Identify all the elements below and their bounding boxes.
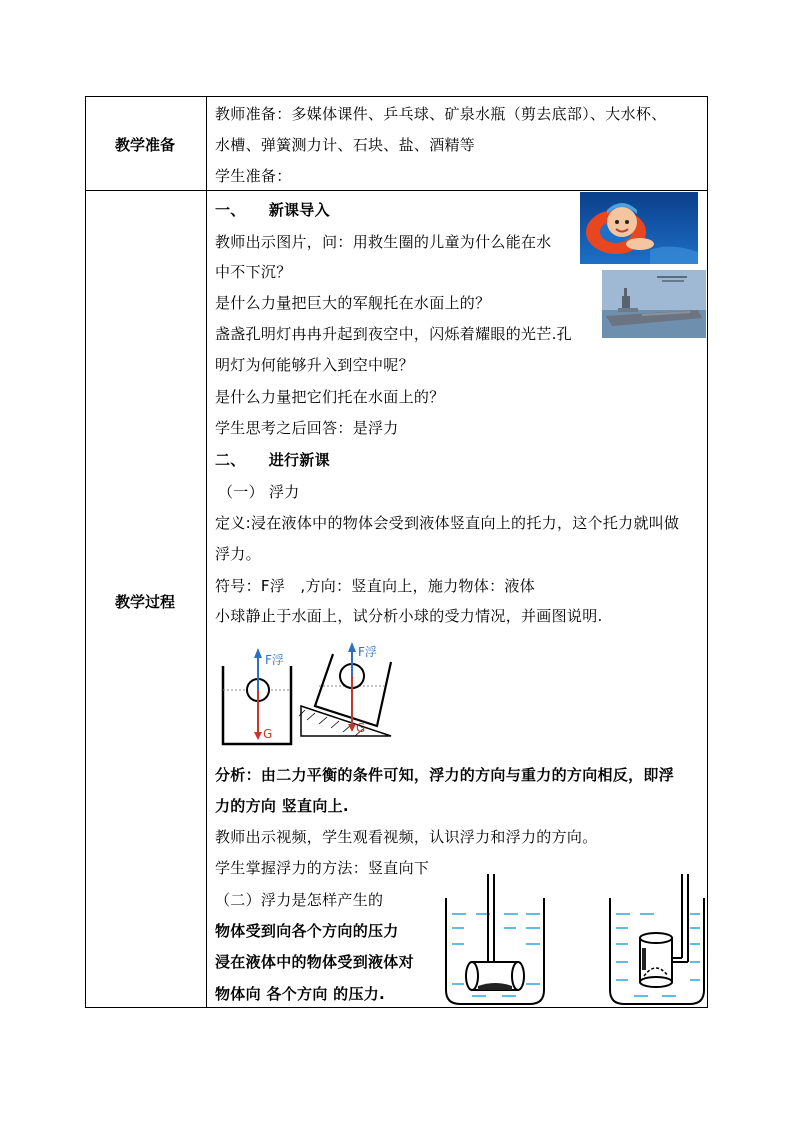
column-divider (206, 96, 207, 1008)
cause-line: 浸在液体中的物体受到液体对 (215, 953, 414, 971)
definition-line: 浮力。 (215, 545, 261, 563)
intro-line: 是什么力量把它们托在水面上的？ (215, 388, 445, 406)
gravity-label: G (263, 727, 273, 741)
row-label-preparation: 教学准备 (115, 136, 176, 154)
analysis-line: 分析：由二力平衡的条件可知，浮力的方向与重力的方向相反，即浮 (215, 766, 675, 784)
section-heading: 二、 进行新课 (215, 451, 330, 469)
cause-line: 物体受到向各个方向的压力 (215, 922, 399, 940)
pressure-beaker-diagram-2 (604, 872, 708, 1008)
video-line: 教师出示视频，学生观看视频，认识浮力和浮力的方向。 (215, 828, 598, 846)
buoyancy-label: F浮 (265, 653, 284, 667)
warship-photo (602, 270, 706, 338)
intro-line: 教师出示图片，问：用救生圈的儿童为什么能在水 (215, 233, 552, 251)
force-diagram (215, 640, 395, 752)
analysis-line: 力的方向 竖直向上. (215, 797, 349, 815)
buoyancy-label: F浮 (358, 645, 377, 659)
section-heading: 一、 新课导入 (215, 201, 330, 219)
row-divider (85, 190, 708, 191)
table-left-border (85, 96, 86, 1008)
sub-heading: （一） 浮力 (218, 483, 300, 501)
method-line: 学生掌握浮力的方法：竖直向下 (215, 859, 430, 877)
definition-line: 定义:浸在液体中的物体会受到液体竖直向上的托力，这个托力就叫做 (215, 514, 680, 532)
prep-line: 水槽、弹簧测力计、石块、盐、酒精等 (215, 136, 476, 154)
table-top-border (85, 96, 708, 97)
cause-line: 物体向 各个方向 的压力. (215, 985, 386, 1003)
swim-ring-child-photo (580, 192, 698, 264)
intro-line: 盏盏孔明灯冉冉升起到夜空中，闪烁着耀眼的光芒.孔 (215, 325, 572, 343)
task-line: 小球静止于水面上，试分析小球的受力情况，并画图说明. (215, 607, 603, 625)
gravity-label: G (356, 721, 366, 735)
symbol-line: 符号：F浮 ,方向：竖直向上，施力物体：液体 (215, 577, 535, 595)
row-label-process: 教学过程 (115, 593, 176, 611)
intro-line: 是什么力量把巨大的军舰托在水面上的？ (215, 294, 491, 312)
prep-line: 学生准备： (215, 167, 292, 185)
prep-line: 教师准备：多媒体课件、乒乓球、矿泉水瓶（剪去底部）、大水杯、 (215, 105, 667, 123)
intro-line: 中不下沉？ (215, 263, 292, 281)
intro-line: 明灯为何能够升入到空中呢？ (215, 356, 414, 374)
sub-heading: （二）浮力是怎样产生的 (215, 891, 384, 909)
pressure-beaker-diagram-1 (442, 872, 548, 1008)
intro-line: 学生思考之后回答：是浮力 (215, 419, 399, 437)
